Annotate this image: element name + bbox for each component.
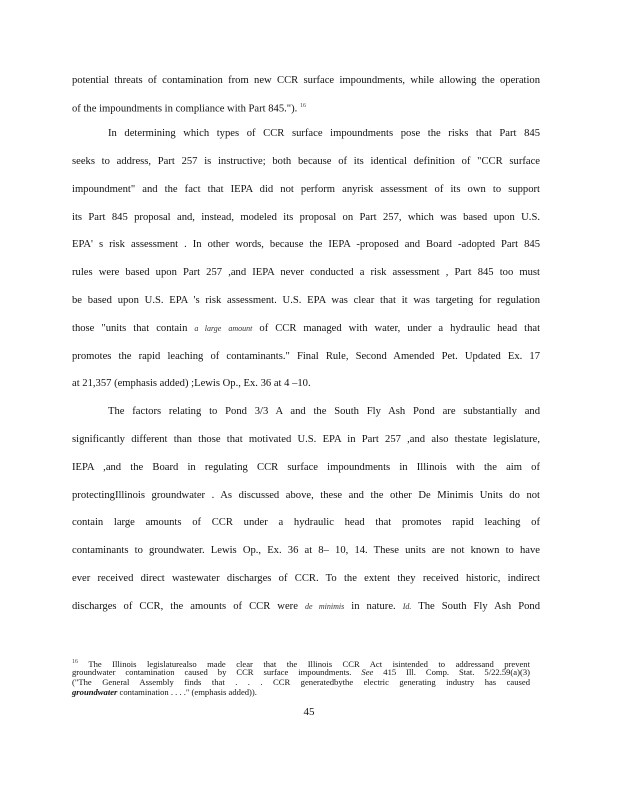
- text-line: contain large amounts of CCR under a hydraulic head that promotes rapid leaching of: [72, 517, 540, 528]
- text-line-content: of the impoundments in compliance with Part 845.").: [72, 103, 298, 115]
- text-line: contaminants to groundwater. Lewis Op., Ex. 36 at 8– 10, 14. These units are not known to have: [72, 545, 540, 556]
- emphasis-large: a large: [194, 324, 222, 333]
- text-fragment: The South Fly Ash Pond: [418, 601, 541, 612]
- text-line: EPA' s risk assessment . In other words, because the IEPA -proposed and Board -adopted Part 845: [72, 239, 540, 250]
- text-fragment: those "units that contain: [72, 323, 188, 334]
- emphasis-de-minimis: de minimis: [304, 602, 345, 611]
- page-number: 45: [303, 706, 315, 718]
- footnote-text: groundwater contamination caused by CCR surface impoundments.: [72, 667, 352, 677]
- text-line: promotes the rapid leaching of contaminants." Final Rule, Second Amended Pet. Updated Ex. 17: [72, 351, 540, 362]
- text-line: [72, 600, 540, 613]
- text-line: rules were based upon Part 257 ,and IEPA never conducted a risk assessment , Part 845 too must: [72, 267, 540, 278]
- text-line: potential threats of contamination from new CCR surface impoundments, while allowing the operation: [72, 75, 540, 86]
- citation-id: Id.: [402, 602, 412, 611]
- footnote-signal-see: See: [361, 667, 374, 677]
- text-line: IEPA ,and the Board in regulating CCR surface impoundments in Illinois with the aim of: [72, 462, 540, 473]
- footnote-emphasis: groundwater: [72, 687, 118, 697]
- text-line: [72, 100, 540, 116]
- text-line: significantly different than those that motivated U.S. EPA in Part 257 ,and also thestate legislature,: [72, 434, 540, 445]
- emphasis-amount: amount: [228, 324, 253, 333]
- footnote-reference: 16: [299, 103, 306, 109]
- footnote-text: 415 Ill. Comp. Stat. 5/22.59(a)(3): [383, 667, 530, 677]
- text-line: at 21,357 (emphasis added) ;Lewis Op., Ex. 36 at 4 –10.: [72, 378, 311, 389]
- text-line: be based upon U.S. EPA 's risk assessment. U.S. EPA was clear that it was targeting for regulation: [72, 295, 540, 306]
- text-fragment: discharges of CCR, the amounts of CCR were: [72, 601, 298, 612]
- footnote-line: [72, 667, 530, 677]
- text-fragment: of CCR managed with water, under a hydraulic head that: [259, 323, 541, 334]
- text-fragment: in nature.: [351, 601, 396, 612]
- paragraph-start-line: In determining which types of CCR surface impoundments pose the risks that Part 845: [108, 128, 540, 139]
- text-line: [72, 322, 540, 335]
- text-line: impoundment" and the fact that IEPA did not perform anyrisk assessment of its own to support: [72, 184, 540, 195]
- footnote-marker: 16: [72, 659, 78, 665]
- footnote-text: contamination . . . ." (emphasis added)).: [119, 687, 257, 697]
- text-line: seeks to address, Part 257 is instructive; both because of its identical definition of "CCR surface: [72, 156, 540, 167]
- paragraph-start-line: The factors relating to Pond 3/3 A and the South Fly Ash Pond are substantially and: [108, 406, 540, 417]
- text-line: its Part 845 proposal and, instead, modeled its proposal on Part 257, which was based upon U.S.: [72, 212, 540, 223]
- footnote-line: ("The General Assembly finds that . . . CCR generatedbythe electric generating industry has caused: [72, 677, 530, 687]
- text-line: protectingIllinois groundwater . As discussed above, these and the other De Minimis Units do not: [72, 490, 540, 501]
- footnote-line: [72, 687, 530, 697]
- footnote-text: The Illinois legislaturealso made clear that the Illinois CCR Act isintended to addressand prevent: [88, 658, 530, 669]
- text-line: ever received direct wastewater discharges of CCR. To the extent they received historic, indirect: [72, 573, 540, 584]
